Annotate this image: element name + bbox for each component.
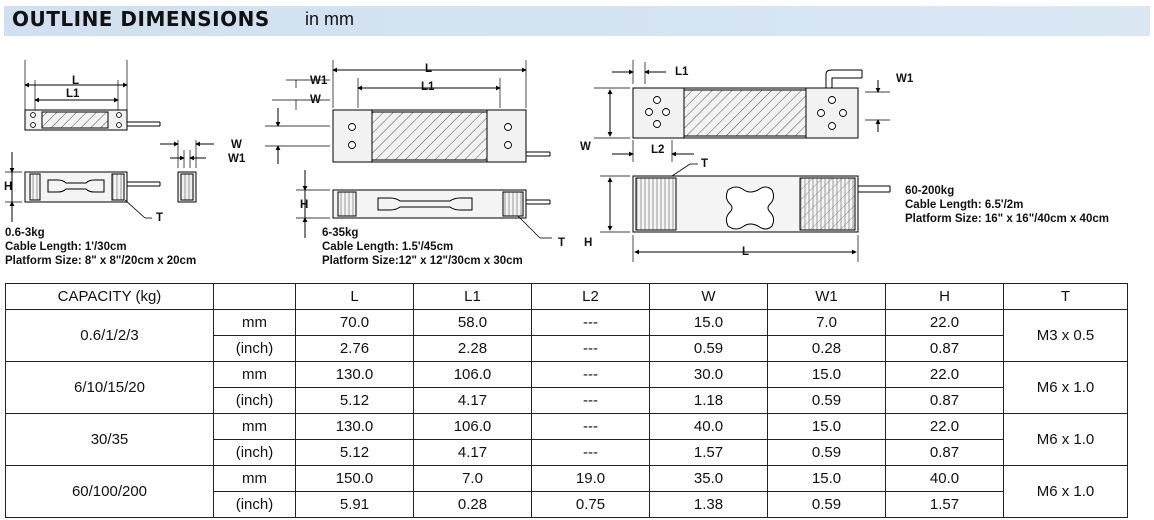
unit-cell: (inch) [214,492,296,518]
capacity-cell: 0.6/1/2/3 [6,310,214,362]
value-cell-L2: --- [532,440,650,466]
value-cell-L2: 0.75 [532,492,650,518]
value-cell-L1: 4.17 [414,440,532,466]
dim-label-L1: L1 [66,88,80,100]
value-cell-L: 5.12 [296,388,414,414]
page-title-unit: in mm [305,9,354,29]
small-cell-capacity: 0.6-3kg [5,227,45,239]
table-row [6,310,1128,336]
dim-label-L1: L1 [675,66,689,78]
value-cell-L: 70.0 [296,310,414,336]
unit-cell: (inch) [214,440,296,466]
thread-cell: M6 x 1.0 [1004,414,1128,466]
header-L2: L2 [532,284,650,310]
value-cell-H: 22.0 [886,414,1004,440]
value-cell-W1: 15.0 [768,466,886,492]
large-cell-cutout [726,187,773,229]
capacity-cell: 6/10/15/20 [6,362,214,414]
table-header-row [6,284,1128,310]
value-cell-W1: 15.0 [768,362,886,388]
value-cell-L1: 2.28 [414,336,532,362]
dim-label-H: H [584,237,593,249]
medium-cell-capacity: 6-35kg [322,227,359,239]
dim-label-L: L [425,63,433,75]
medium-cell-platform-size: Platform Size:12" x 12"/30cm x 30cm [322,255,523,267]
unit-cell: mm [214,310,296,336]
value-cell-L1: 7.0 [414,466,532,492]
value-cell-H: 1.57 [886,492,1004,518]
large-cell-capacity: 60-200kg [905,185,955,197]
value-cell-L1: 106.0 [414,414,532,440]
dim-label-W: W [310,94,321,106]
capacity-cell: 60/100/200 [6,466,214,518]
value-cell-W1: 0.59 [768,492,886,518]
value-cell-W: 0.59 [650,336,768,362]
value-cell-W1: 7.0 [768,310,886,336]
dim-label-H: H [300,199,309,211]
title-bar [0,0,1154,40]
value-cell-W: 35.0 [650,466,768,492]
value-cell-L2: --- [532,310,650,336]
capacity-cell: 30/35 [6,414,214,466]
thread-cell: M6 x 1.0 [1004,362,1128,414]
small-cell-cable-length: Cable Length: 1'/30cm [5,241,127,253]
large-cell-platform-size: Platform Size: 16" x 16"/40cm x 40cm [905,213,1109,225]
header-W1: W1 [768,284,886,310]
value-cell-W: 15.0 [650,310,768,336]
dimensions-table [5,283,1128,518]
value-cell-H: 0.87 [886,336,1004,362]
dim-label-L: L [72,75,80,87]
unit-cell: mm [214,362,296,388]
unit-cell: (inch) [214,336,296,362]
small-cell-drawing [5,60,214,222]
unit-cell: (inch) [214,388,296,414]
large-cell-notes [905,184,1109,226]
table-row [6,414,1128,440]
value-cell-W: 1.18 [650,388,768,414]
dim-label-L1: L1 [421,81,435,93]
value-cell-H: 40.0 [886,466,1004,492]
thread-cell: M6 x 1.0 [1004,466,1128,518]
value-cell-H: 0.87 [886,388,1004,414]
value-cell-W1: 0.28 [768,336,886,362]
value-cell-L1: 58.0 [414,310,532,336]
value-cell-L1: 106.0 [414,362,532,388]
table-row [6,466,1128,492]
value-cell-L: 130.0 [296,362,414,388]
dim-label-W: W [580,141,591,153]
value-cell-L2: --- [532,388,650,414]
value-cell-L: 5.12 [296,440,414,466]
value-cell-L2: --- [532,336,650,362]
value-cell-L2: 19.0 [532,466,650,492]
dim-label-T: T [701,158,709,170]
dim-label-W: W [231,139,242,151]
header-capacity: CAPACITY (kg) [6,284,214,310]
value-cell-L: 150.0 [296,466,414,492]
dim-label-T: T [156,212,164,224]
dim-label-T: T [558,237,566,249]
header-L1: L1 [414,284,532,310]
value-cell-L: 130.0 [296,414,414,440]
medium-cell-cable-length: Cable Length: 1.5'/45cm [322,241,454,253]
dim-label-H: H [4,181,13,193]
header-H: H [886,284,1004,310]
dim-label-L: L [742,246,750,258]
header-W: W [650,284,768,310]
large-cell-cable-length: Cable Length: 6.5'/2m [905,199,1024,211]
value-cell-W: 30.0 [650,362,768,388]
unit-cell: mm [214,466,296,492]
small-cell-platform-size: Platform Size: 8" x 8"/20cm x 20cm [5,255,197,267]
value-cell-L: 2.76 [296,336,414,362]
value-cell-H: 22.0 [886,362,1004,388]
value-cell-H: 0.87 [886,440,1004,466]
value-cell-L: 5.91 [296,492,414,518]
value-cell-W: 40.0 [650,414,768,440]
header-unit [214,284,296,310]
table-row [6,362,1128,388]
value-cell-L1: 4.17 [414,388,532,414]
thread-cell: M3 x 0.5 [1004,310,1128,362]
value-cell-W1: 0.59 [768,440,886,466]
header-T: T [1004,284,1128,310]
small-cell-notes [5,226,196,268]
dim-label-W1: W1 [310,75,328,87]
value-cell-W1: 0.59 [768,388,886,414]
dim-label-W1: W1 [896,73,914,85]
large-cell-drawing [594,60,890,262]
header-L: L [296,284,414,310]
value-cell-L1: 0.28 [414,492,532,518]
value-cell-W: 1.57 [650,440,768,466]
value-cell-H: 22.0 [886,310,1004,336]
value-cell-L2: --- [532,414,650,440]
value-cell-W1: 15.0 [768,414,886,440]
medium-cell-notes [322,226,523,268]
dim-label-L2: L2 [651,144,665,156]
page-title: OUTLINE DIMENSIONS [12,7,270,31]
value-cell-W: 1.38 [650,492,768,518]
unit-cell: mm [214,414,296,440]
dim-label-W1: W1 [228,153,246,165]
value-cell-L2: --- [532,362,650,388]
